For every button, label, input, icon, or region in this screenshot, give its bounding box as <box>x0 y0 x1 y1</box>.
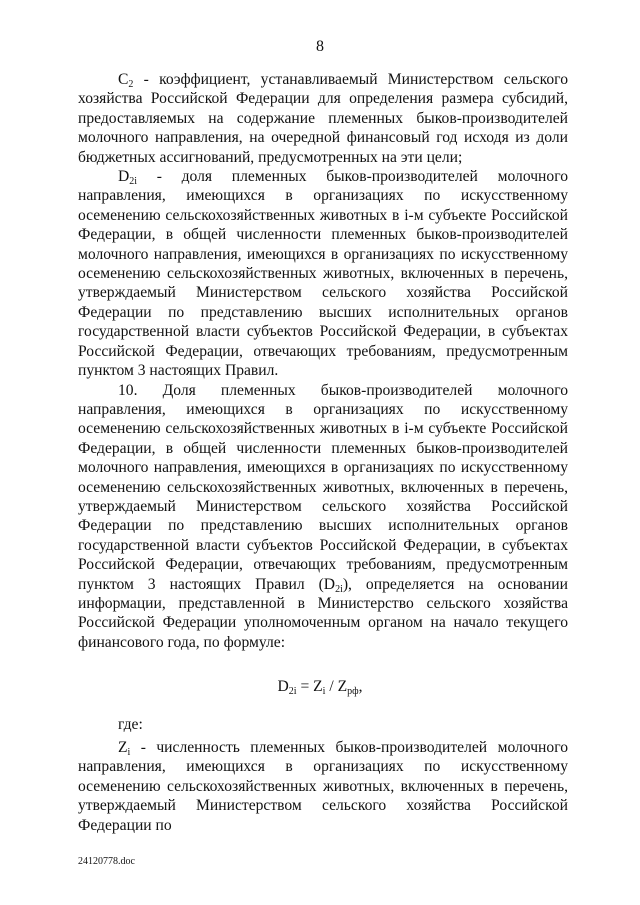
formula-end: , <box>358 678 363 695</box>
paragraph-zi-definition <box>78 738 568 835</box>
symbol-subscript: 2i <box>335 583 343 595</box>
formula-zrf-subscript: рф <box>347 686 359 697</box>
formula-lhs-subscript: 2i <box>288 686 297 697</box>
symbol-subscript: 2 <box>128 79 134 90</box>
where-label: где: <box>118 716 143 733</box>
page-number: 8 <box>316 38 324 55</box>
paragraph-text: - доля племенных быков-производителей молочного направления, имеющихся в организациях по искусственному осеменению сельскохозяйственных животных в i-м субъекте Российской Федерации, в общей численности племенных быков-производителей молочного направления, имеющихся в организациях по искусственному осеменению сельскохозяйственных животных, включенных в перечень, утверждаемый Министерством сельского хозяйства Российской Федерации по представлению высших исполнительных органов государственной власти субъектов Российской Федерации, в субъектах Российской Федерации, отвечающих требованиям, предусмотренным пунктом 3 настоящих Правил. <box>78 168 568 380</box>
footer-filename: 24120778.doc <box>78 856 135 867</box>
paragraph-text: 10. Доля племенных быков-производителей молочного направления, имеющихся в организациях по искусственному осеменению сельскохозяйственных животных в i-м субъекте Российской Федерации, в общей численности племенных быков-производителей молочного направления, имеющихся в организациях по искусственному осеменению сельскохозяйственных животных, включенных в перечень, утверждаемый Министерством сельского хозяйства Российской Федерации по представлению высших исполнительных органов государственной власти субъектов Российской Федерации, в субъектах Российской Федерации, отвечающих требованиям, предусмотренным пунктом 3 настоящих Правил (D <box>78 381 568 593</box>
formula-zi-subscript: i <box>322 686 326 697</box>
paragraph-text-continued: ), определяется на основании информации, представленной в Министерство сельского хозяйства Российской Федерации уполномоченным органом на начало текущего финансового года, по формуле: <box>78 575 568 651</box>
paragraph-item-10 <box>78 381 568 653</box>
symbol-subscript: i <box>127 747 131 758</box>
paragraph-d2i-definition <box>78 167 568 380</box>
formula-equals: = Z <box>296 678 323 695</box>
formula-divide: / Z <box>325 678 348 695</box>
paragraph-text: - численность племенных быков-производителей молочного направления, имеющихся в организациях по искусственному осеменению сельскохозяйственных животных, включенных в перечень, утверждаемый Министерством сельского хозяйства Российской Федерации по <box>78 739 568 834</box>
symbol-z: Z <box>118 739 128 756</box>
symbol-d: D <box>118 168 130 186</box>
paragraph-text: - коэффициент, устанавливаемый Министерством сельского хозяйства Российской Федерации для определения размера субсидий, предоставляемых на содержание племенных быков-производителей молочного направления, на очередной финансовый год исходя из доли бюджетных ассигнований, предусмотренных на эти цели; <box>78 71 568 166</box>
symbol-c: C <box>118 71 129 88</box>
formula <box>0 678 640 696</box>
formula-lhs: D <box>277 678 289 695</box>
document-body-continued <box>78 738 568 835</box>
document-body <box>78 70 568 652</box>
symbol-subscript: 2i <box>129 176 138 188</box>
paragraph-c2-definition <box>78 70 568 167</box>
